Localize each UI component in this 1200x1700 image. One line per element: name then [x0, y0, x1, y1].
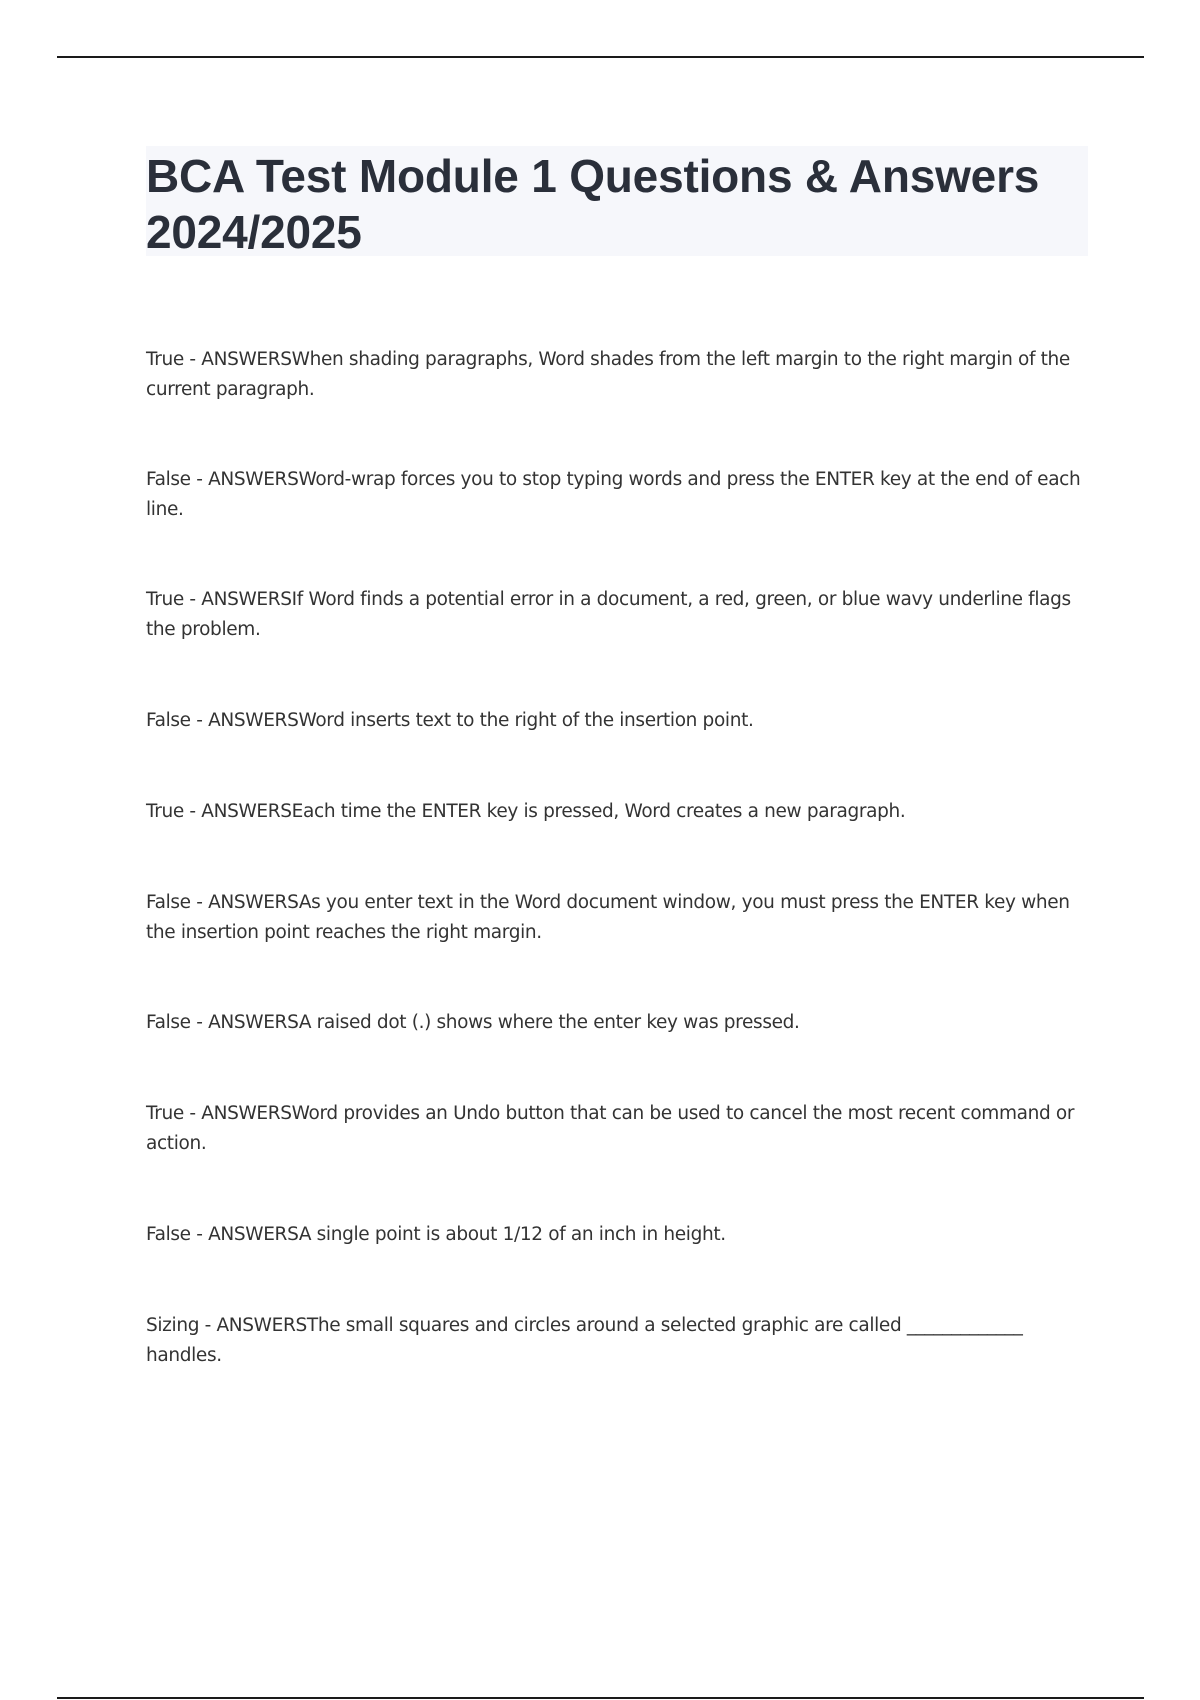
qa-item — [146, 585, 1086, 645]
qa-separator: - ANSWERS — [190, 710, 299, 731]
qa-question: If Word finds a potential error in a document, a red, green, or blue wavy underline flags the problem. — [146, 589, 1071, 640]
qa-answer: Sizing — [146, 1315, 200, 1336]
qa-item — [146, 1220, 1086, 1250]
qa-item — [146, 888, 1086, 948]
qa-separator: - ANSWERS — [199, 1315, 307, 1336]
qa-answer: False — [146, 710, 191, 731]
qa-answer: True — [146, 1103, 184, 1124]
qa-item — [146, 345, 1086, 405]
qa-item — [146, 465, 1086, 525]
qa-answer: False — [146, 1224, 191, 1245]
qa-question: A raised dot (.) shows where the enter key was pressed. — [298, 1012, 800, 1033]
qa-item — [146, 1008, 1086, 1038]
qa-question: When shading paragraphs, Word shades from the left margin to the right margin of the current paragraph. — [146, 349, 1070, 400]
qa-question: As you enter text in the Word document window, you must press the ENTER key when the insertion point reaches the right margin. — [146, 892, 1070, 943]
qa-separator: - ANSWERS — [190, 892, 299, 913]
top-rule — [57, 56, 1144, 58]
qa-answer: False — [146, 469, 191, 490]
qa-separator: - ANSWERS — [183, 1103, 292, 1124]
qa-separator: - ANSWERS — [183, 801, 292, 822]
qa-separator: - ANSWERS — [183, 349, 292, 370]
qa-separator: - ANSWERS — [190, 469, 299, 490]
document-title: BCA Test Module 1 Questions & Answers 2024/2025 — [146, 150, 1040, 258]
qa-separator: - ANSWERS — [183, 589, 292, 610]
qa-item — [146, 1099, 1086, 1159]
qa-separator: - ANSWERS — [190, 1224, 299, 1245]
qa-answer: False — [146, 1012, 191, 1033]
qa-question: A single point is about 1/12 of an inch in height. — [298, 1224, 726, 1245]
bottom-rule — [57, 1697, 1144, 1699]
qa-question: Word-wrap forces you to stop typing words and press the ENTER key at the end of each line. — [146, 469, 1081, 520]
qa-answer: False — [146, 892, 191, 913]
qa-question: The small squares and circles around a selected graphic are called _____________ handles. — [146, 1315, 1023, 1366]
qa-answer: True — [146, 349, 184, 370]
qa-question: Each time the ENTER key is pressed, Word creates a new paragraph. — [291, 801, 906, 822]
qa-item — [146, 797, 1086, 827]
qa-item — [146, 706, 1086, 736]
qa-question: Word provides an Undo button that can be used to cancel the most recent command or action. — [146, 1103, 1075, 1154]
qa-question: Word inserts text to the right of the insertion point. — [298, 710, 754, 731]
qa-item — [146, 1311, 1086, 1371]
qa-answer: True — [146, 801, 184, 822]
qa-answer: True — [146, 589, 184, 610]
qa-separator: - ANSWERS — [190, 1012, 299, 1033]
